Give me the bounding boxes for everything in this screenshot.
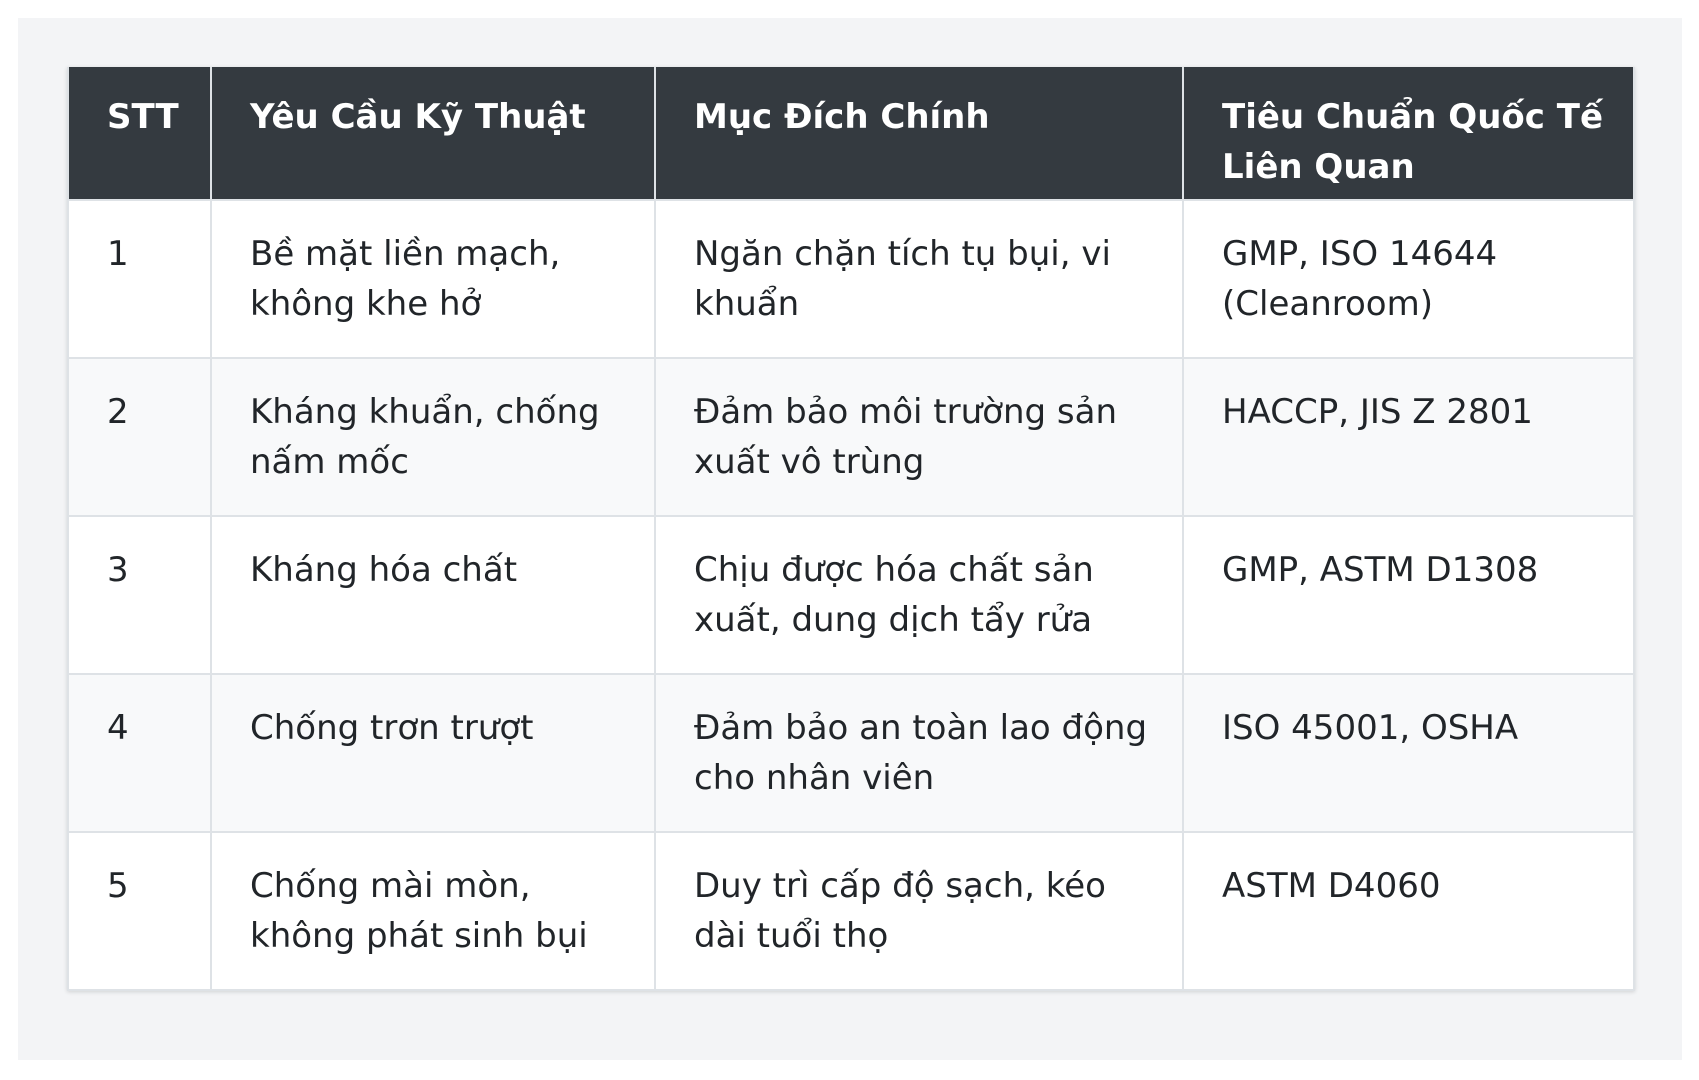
cell-stt: 1: [68, 200, 211, 358]
table-row: [68, 358, 1634, 516]
cell-requirement: Chống mài mòn, không phát sinh bụi: [211, 832, 655, 990]
header-row: [68, 67, 1634, 200]
cell-purpose: Ngăn chặn tích tụ bụi, vi khuẩn: [655, 200, 1183, 358]
table-row: [68, 516, 1634, 674]
cell-purpose: Chịu được hóa chất sản xuất, dung dịch tẩy rửa: [655, 516, 1183, 674]
header-stt: STT: [68, 67, 211, 200]
table-body: [68, 200, 1634, 990]
header-international-standard: Tiêu Chuẩn Quốc Tế Liên Quan: [1183, 67, 1634, 200]
cell-stt: 2: [68, 358, 211, 516]
table-row: [68, 832, 1634, 990]
cell-standard: ASTM D4060: [1183, 832, 1634, 990]
requirements-table: [67, 67, 1635, 991]
cell-requirement: Chống trơn trượt: [211, 674, 655, 832]
cell-requirement: Kháng hóa chất: [211, 516, 655, 674]
cell-stt: 3: [68, 516, 211, 674]
cell-requirement: Kháng khuẩn, chống nấm mốc: [211, 358, 655, 516]
cell-stt: 4: [68, 674, 211, 832]
header-main-purpose: Mục Đích Chính: [655, 67, 1183, 200]
header-technical-requirement: Yêu Cầu Kỹ Thuật: [211, 67, 655, 200]
cell-standard: ISO 45001, OSHA: [1183, 674, 1634, 832]
cell-standard: HACCP, JIS Z 2801: [1183, 358, 1634, 516]
cell-purpose: Đảm bảo môi trường sản xuất vô trùng: [655, 358, 1183, 516]
table-header: [68, 67, 1634, 200]
table-row: [68, 200, 1634, 358]
cell-standard: GMP, ISO 14644 (Cleanroom): [1183, 200, 1634, 358]
cell-stt: 5: [68, 832, 211, 990]
page-background: [18, 18, 1682, 1060]
table-row: [68, 674, 1634, 832]
cell-standard: GMP, ASTM D1308: [1183, 516, 1634, 674]
cell-purpose: Đảm bảo an toàn lao động cho nhân viên: [655, 674, 1183, 832]
cell-purpose: Duy trì cấp độ sạch, kéo dài tuổi thọ: [655, 832, 1183, 990]
cell-requirement: Bề mặt liền mạch, không khe hở: [211, 200, 655, 358]
